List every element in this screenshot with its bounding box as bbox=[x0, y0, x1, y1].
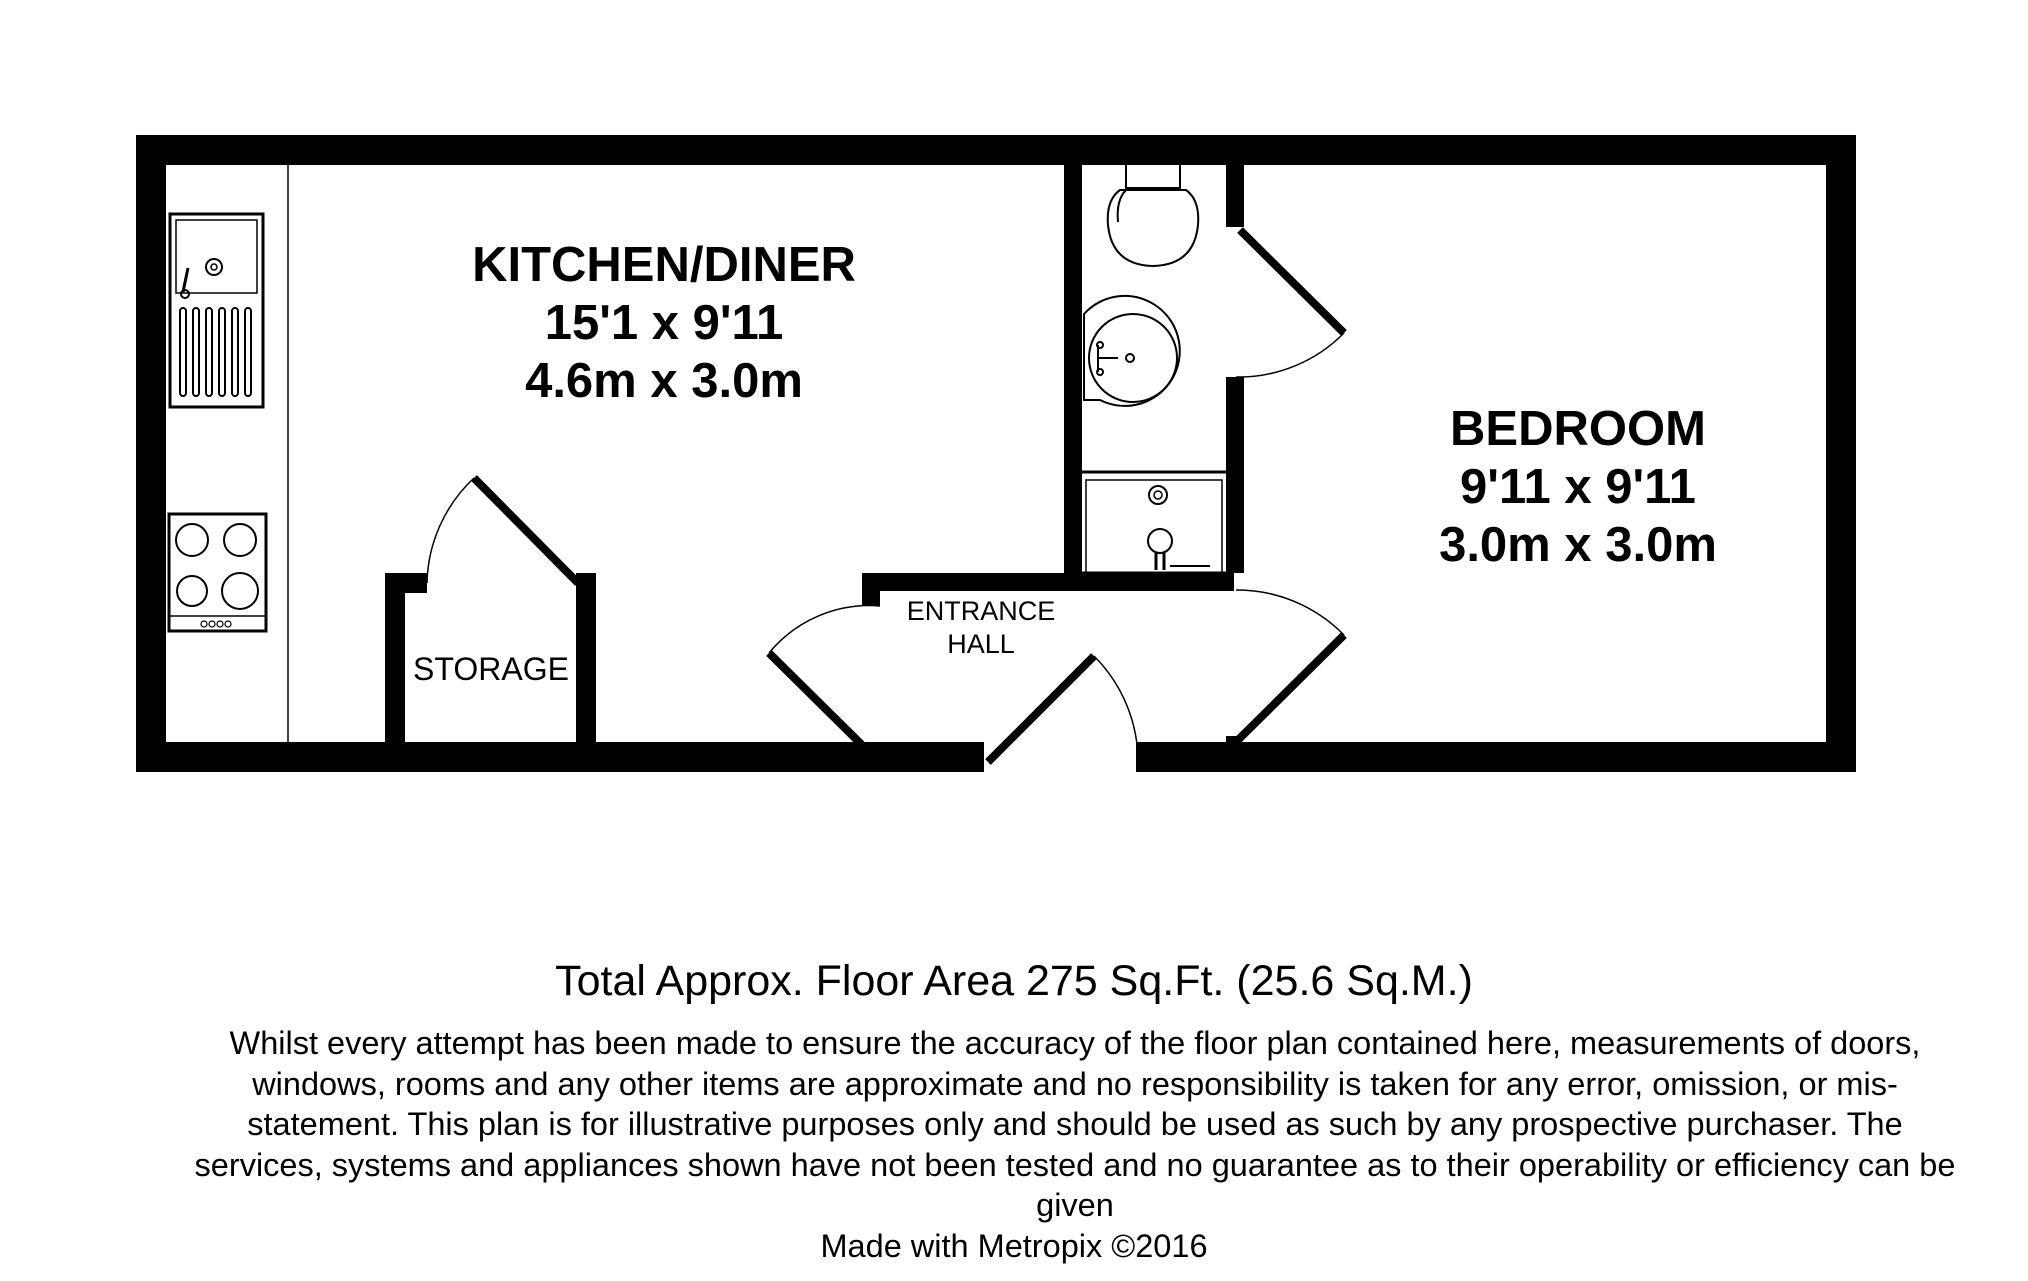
bottom-wall-right bbox=[1136, 742, 1856, 772]
kitchen-label bbox=[472, 238, 856, 408]
storage-name: STORAGE bbox=[413, 651, 569, 687]
left-wall bbox=[136, 135, 166, 772]
top-wall bbox=[136, 135, 1856, 165]
bottom-wall-left bbox=[136, 742, 984, 772]
storage-door bbox=[427, 478, 578, 583]
total-floor-area: Total Approx. Floor Area 275 Sq.Ft. (25.6 Sq.M.) bbox=[555, 957, 1473, 1005]
entrance-line2: HALL bbox=[947, 629, 1015, 659]
hall-top-wall-stub bbox=[862, 573, 880, 606]
bedroom-name: BEDROOM bbox=[1450, 402, 1706, 456]
bedroom-label bbox=[1439, 402, 1717, 572]
kitchen-metric: 4.6m x 3.0m bbox=[525, 354, 803, 408]
shower-tray bbox=[1078, 472, 1230, 573]
toilet bbox=[1108, 165, 1199, 266]
metropix-credit: Made with Metropix ©2016 bbox=[820, 1228, 1208, 1264]
right-wall bbox=[1826, 135, 1856, 772]
kitchen-sink bbox=[170, 214, 263, 407]
bathroom-door bbox=[1236, 230, 1344, 377]
bath-bedroom-wall-upper bbox=[1226, 165, 1244, 227]
hall-kitchen-door bbox=[769, 606, 880, 745]
front-door bbox=[988, 656, 1138, 765]
kitchen-name: KITCHEN/DINER bbox=[472, 238, 856, 292]
kitchen-imperial: 15'1 x 9'11 bbox=[544, 296, 784, 350]
disclaimer-text: Whilst every attempt has been made to ensure the accuracy of the floor plan contained here, measurements of doors, windows, rooms and any other items are approximate and no responsibility is taken for any error, omission, or mis-statement. This plan is for illustrative purposes only and should be used as such by any prospective purchaser. The services, systems and appliances shown have not been tested and no guarantee as to their operability or efficiency can be given bbox=[194, 1025, 1956, 1223]
storage-top-stub bbox=[385, 573, 427, 593]
entrance-label bbox=[907, 596, 1056, 659]
storage-right-wall bbox=[576, 573, 596, 743]
entrance-line1: ENTRANCE bbox=[906, 596, 1056, 626]
bedroom-hall-door bbox=[1236, 590, 1344, 742]
hall-top-wall bbox=[862, 573, 1234, 591]
bathroom-basin bbox=[1084, 296, 1180, 406]
kitchen-hob bbox=[169, 514, 266, 631]
bedroom-imperial: 9'11 x 9'11 bbox=[1460, 460, 1696, 514]
bedroom-metric: 3.0m x 3.0m bbox=[1439, 518, 1717, 572]
storage-left-wall bbox=[385, 573, 405, 743]
